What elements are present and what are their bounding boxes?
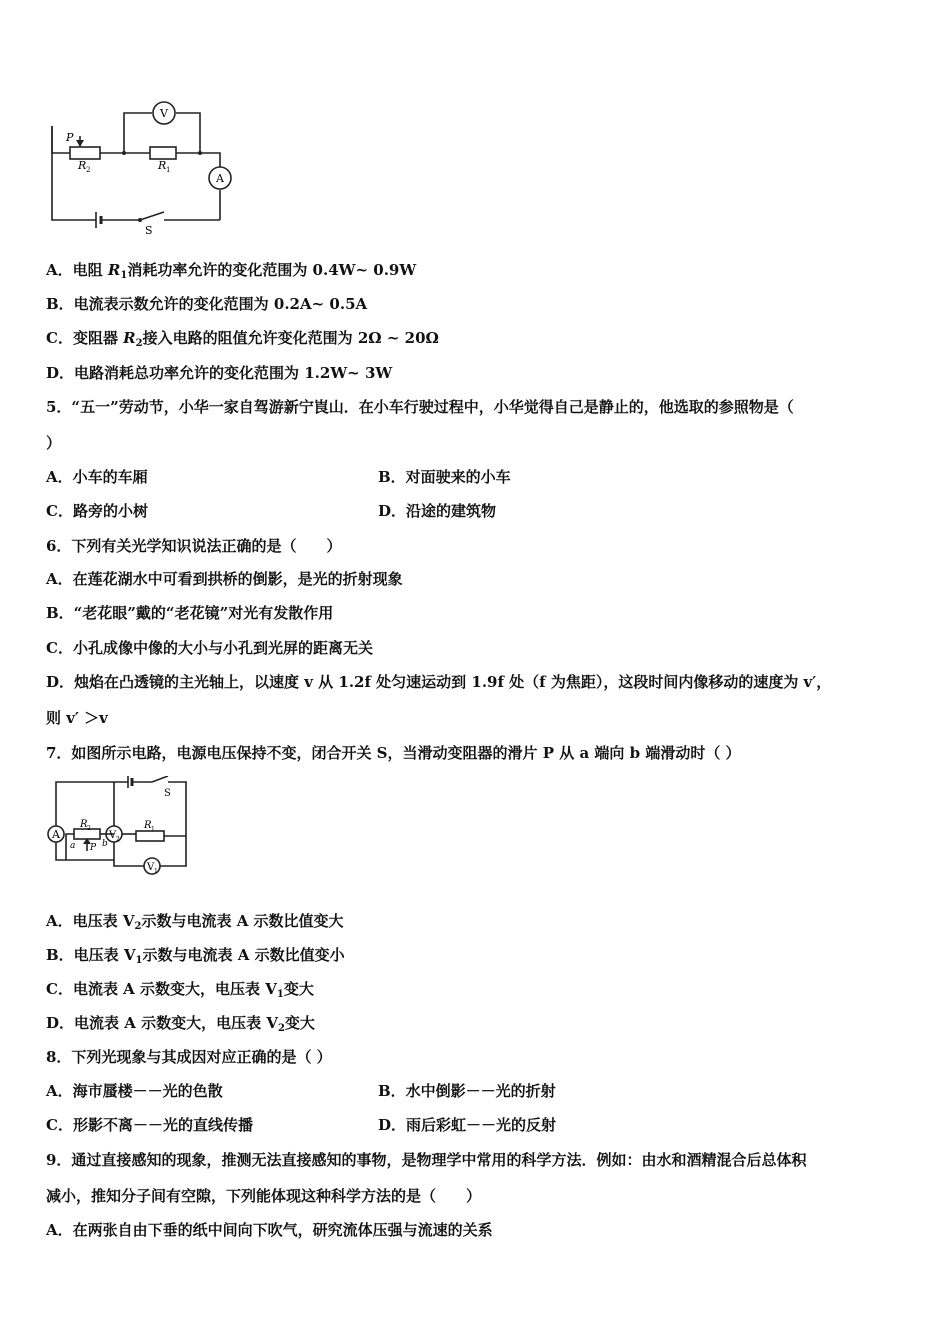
ammeter-label: A xyxy=(216,172,224,185)
label-p: P xyxy=(90,843,97,853)
q7-stem: 7．如图所示电路，电源电压保持不变，闭合开关 S，当滑动变阻器的滑片 P 从 a 端向 b 端滑动时（ ） xyxy=(46,744,741,762)
label-r2: R xyxy=(78,159,87,172)
voltmeter-v1-sub: 1 xyxy=(154,868,158,875)
label-b-end: b xyxy=(102,839,108,849)
q8-option-b[interactable]: B．水中倒影－－光的折射 xyxy=(378,1082,556,1100)
label-r1-sub: 1 xyxy=(151,826,155,833)
q5-stem-line2: ） xyxy=(46,434,62,452)
voltmeter-v2-sub: 2 xyxy=(116,836,120,843)
ammeter-label: A xyxy=(52,828,60,841)
q8-option-d[interactable]: D．雨后彩虹－－光的反射 xyxy=(378,1116,557,1134)
label-r2: R xyxy=(80,819,88,830)
q8-option-c[interactable]: C．形影不离－－光的直线传播 xyxy=(46,1116,253,1134)
label-p: P xyxy=(66,131,74,144)
q8-stem: 8．下列光现象与其成因对应正确的是（ ） xyxy=(46,1048,332,1066)
q5-option-b[interactable]: B．对面驶来的小车 xyxy=(378,468,511,486)
q5-option-d[interactable]: D．沿途的建筑物 xyxy=(378,502,497,520)
q7-option-a[interactable]: A．电压表 $V_2$示数与电流表 A 示数比值变大 xyxy=(46,912,344,932)
q4-option-d[interactable]: D．电路消耗总功率允许的变化范围为 1.2W~ 3W xyxy=(46,364,393,382)
q4-option-a[interactable]: A．电阻 $R_1$消耗功率允许的变化范围为 0.4W~ 0.9W xyxy=(46,261,417,281)
circuit-figure-1 xyxy=(44,96,236,238)
q6-stem: 6．下列有关光学知识说法正确的是（ ） xyxy=(46,537,342,555)
q4-option-b[interactable]: B．电流表示数允许的变化范围为 0.2A~ 0.5A xyxy=(46,295,368,313)
circuit-figure-2 xyxy=(44,776,190,876)
q8-option-a[interactable]: A．海市蜃楼－－光的色散 xyxy=(46,1082,223,1100)
q9-stem-line2: 减小，推知分子间有空隙，下列能体现这种科学方法的是（ ） xyxy=(46,1187,482,1205)
label-r2-sub: 2 xyxy=(86,166,91,174)
q6-option-b[interactable]: B．“老花眼”戴的“老花镜”对光有发散作用 xyxy=(46,604,334,622)
q7-option-d[interactable]: D．电流表 A 示数变大，电压表 $V_2$变大 xyxy=(46,1014,315,1034)
q5-option-c[interactable]: C．路旁的小树 xyxy=(46,502,148,520)
voltmeter-v2-label: V xyxy=(109,830,117,841)
label-a-end: a xyxy=(70,841,76,851)
q6-option-d-line2[interactable]: 则 v′ ＞v xyxy=(46,709,108,727)
q6-option-d-line1[interactable]: D．烛焰在凸透镜的主光轴上，以速度 v 从 1.2f 处匀速运动到 1.9f 处（f 为焦距），这段时间内像移动的速度为 v′， xyxy=(46,673,832,691)
q7-option-c[interactable]: C．电流表 A 示数变大，电压表 $V_1$变大 xyxy=(46,980,314,1000)
circuit-diagram-2 xyxy=(44,776,190,876)
label-r1: R xyxy=(158,159,167,172)
q7-option-b[interactable]: B．电压表 $V_1$示数与电流表 A 示数比值变小 xyxy=(46,946,345,966)
label-r1-sub: 1 xyxy=(166,166,171,174)
q6-option-a[interactable]: A．在莲花湖水中可看到拱桥的倒影，是光的折射现象 xyxy=(46,570,403,588)
switch-label: S xyxy=(145,224,153,237)
q9-stem-line1: 9．通过直接感知的现象，推测无法直接感知的事物，是物理学中常用的科学方法．例如：由水和酒精混合后总体积 xyxy=(46,1151,807,1169)
label-r2-sub: 2 xyxy=(87,825,91,832)
voltmeter-v1-label: V xyxy=(147,862,155,873)
q5-stem-line1: 5．“五一”劳动节，小华一家自驾游新宁崀山．在小车行驶过程中，小华觉得自己是静止的，他选取的参照物是（ xyxy=(46,398,794,416)
q6-option-c[interactable]: C．小孔成像中像的大小与小孔到光屏的距离无关 xyxy=(46,639,373,657)
q9-option-a[interactable]: A．在两张自由下垂的纸中间向下吹气，研究流体压强与流速的关系 xyxy=(46,1221,493,1239)
q4-option-c[interactable]: C．变阻器 $R_2$接入电路的阻值允许变化范围为 2Ω ~ 20Ω xyxy=(46,329,439,349)
label-r1: R xyxy=(144,820,152,831)
q5-option-a[interactable]: A．小车的车厢 xyxy=(46,468,148,486)
circuit-diagram-1 xyxy=(44,96,236,238)
voltmeter-label: V xyxy=(160,107,168,120)
switch-label: S xyxy=(164,788,171,799)
